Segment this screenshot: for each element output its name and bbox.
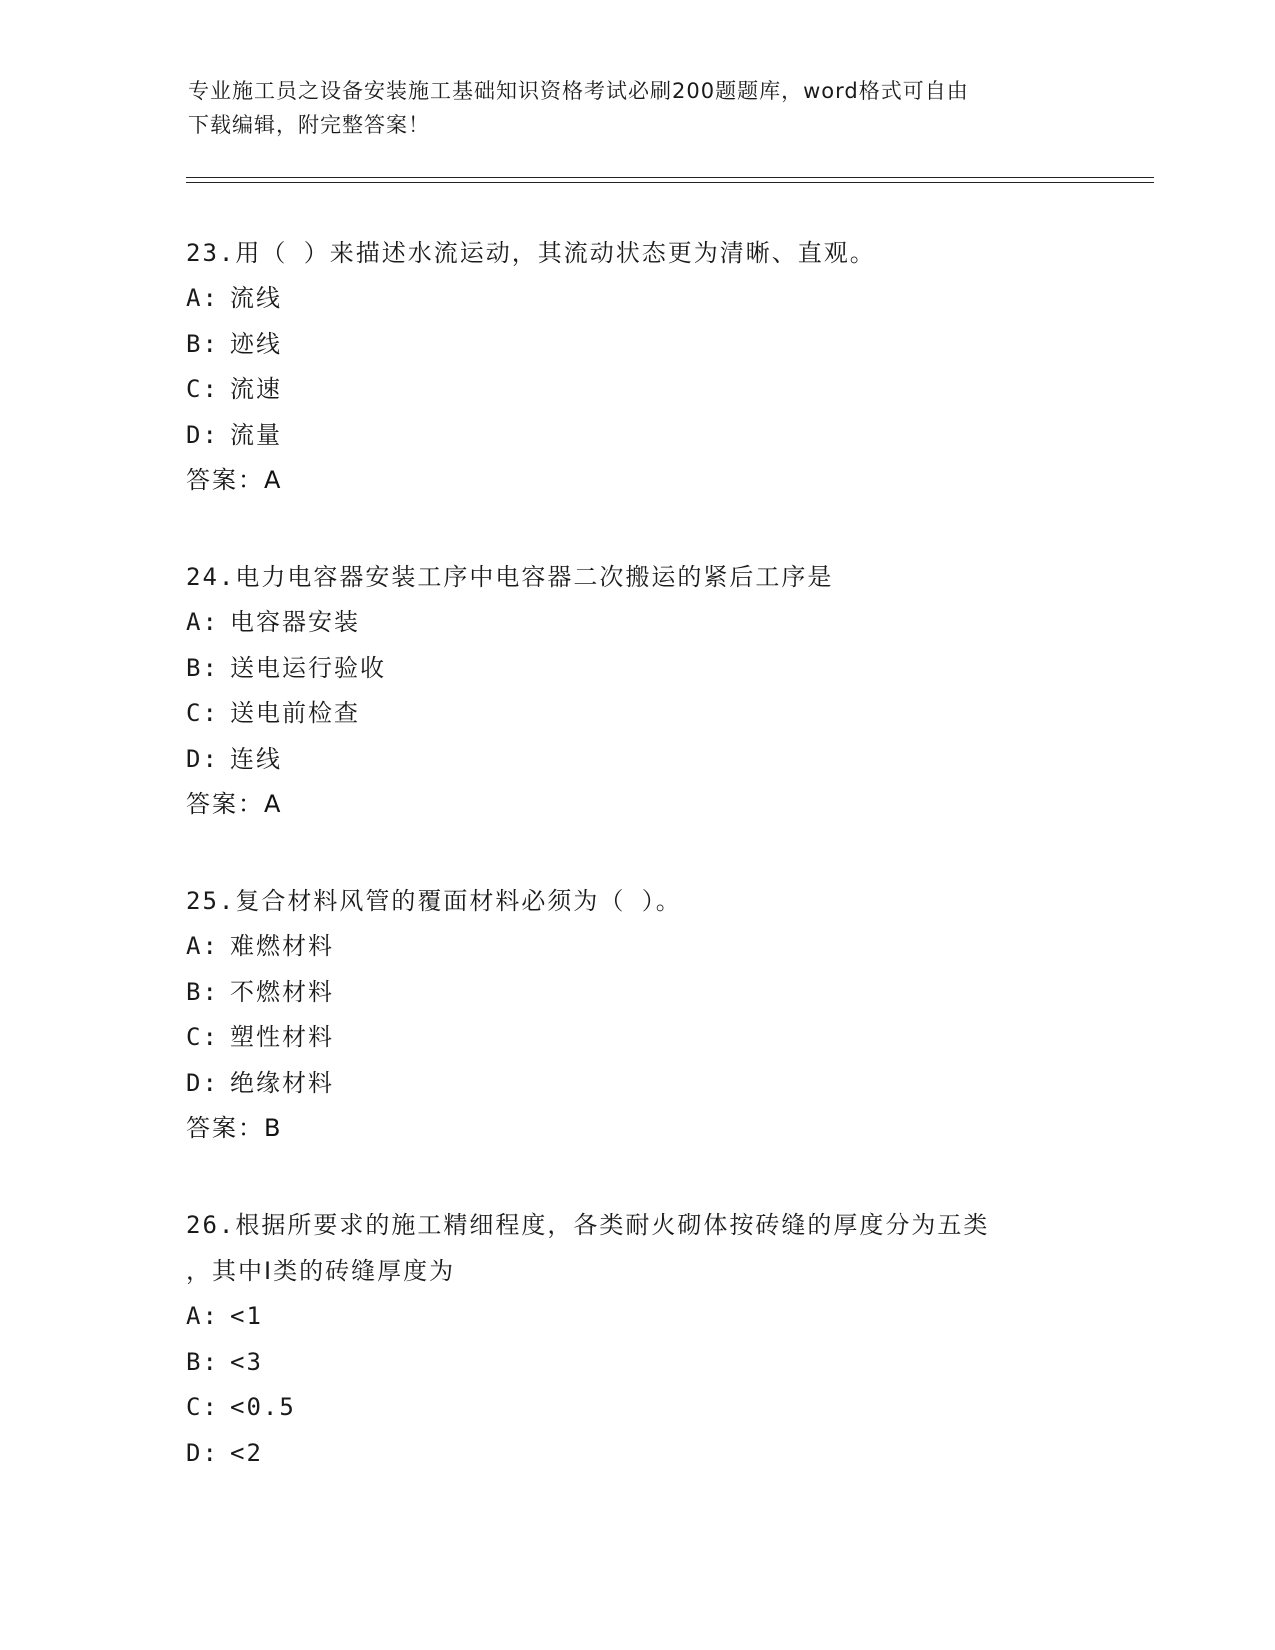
option-letter: C:	[186, 375, 219, 403]
option-b	[186, 970, 1086, 1016]
question-stem: 25.复合材料风管的覆面材料必须为（ ）。	[186, 887, 682, 915]
option-text: 流量	[230, 420, 282, 449]
option-text: 送电前检查	[230, 699, 360, 727]
question-26	[186, 1202, 1086, 1476]
option-letter: B:	[186, 329, 219, 358]
option-text: 塑性材料	[230, 1023, 334, 1051]
option-a	[186, 276, 1086, 322]
question-list	[186, 230, 1086, 1528]
option-text: 迹线	[230, 329, 282, 358]
option-letter: C:	[186, 699, 219, 727]
option-b	[186, 646, 1086, 692]
answer-line: 答案：A	[186, 466, 283, 494]
option-text: <1	[230, 1302, 263, 1330]
question-stem: 24.电力电容器安装工序中电容器二次搬运的紧后工序是	[186, 563, 834, 591]
question-stem-continued: ，其中Ⅰ类的砖缝厚度为	[186, 1257, 456, 1285]
option-d	[186, 737, 1086, 783]
question-stem: 23.用（ ）来描述水流运动，其流动状态更为清晰、直观。	[186, 239, 876, 267]
option-letter: D:	[186, 744, 219, 773]
option-a	[186, 1294, 1086, 1340]
option-text: 难燃材料	[230, 932, 334, 960]
option-text: 绝缘材料	[230, 1068, 334, 1097]
question-24	[186, 554, 1086, 826]
option-letter: D:	[186, 420, 219, 449]
header-line-1: 专业施工员之设备安装施工基础知识资格考试必刷200题题库，word格式可自由	[188, 79, 969, 103]
option-letter: B:	[186, 653, 219, 682]
option-letter: A:	[186, 1302, 219, 1330]
option-letter: D:	[186, 1438, 219, 1467]
question-25	[186, 878, 1086, 1150]
header-line-2: 下载编辑，附完整答案！	[188, 113, 430, 137]
option-text: <2	[230, 1438, 263, 1467]
option-d	[186, 413, 1086, 459]
option-letter: C:	[186, 1393, 219, 1421]
option-c	[186, 1385, 1086, 1431]
option-d	[186, 1061, 1086, 1107]
option-c	[186, 691, 1086, 737]
option-letter: C:	[186, 1023, 219, 1051]
option-text: 连线	[230, 744, 282, 773]
option-text: 送电运行验收	[230, 653, 386, 682]
option-text: 不燃材料	[230, 977, 334, 1006]
question-stem: 26.根据所要求的施工精细程度，各类耐火砌体按砖缝的厚度分为五类	[186, 1211, 990, 1239]
document-header	[188, 74, 1088, 142]
option-letter: A:	[186, 608, 219, 636]
answer-line: 答案：A	[186, 790, 283, 818]
header-divider-bottom	[186, 182, 1154, 183]
option-text: 流线	[230, 284, 282, 312]
option-letter: A:	[186, 284, 219, 312]
option-text: 流速	[230, 375, 282, 403]
option-text: <3	[230, 1347, 263, 1376]
answer-line: 答案：B	[186, 1114, 283, 1142]
option-letter: A:	[186, 932, 219, 960]
option-letter: B:	[186, 977, 219, 1006]
option-b	[186, 1340, 1086, 1386]
option-a	[186, 924, 1086, 970]
option-text: <0.5	[230, 1393, 296, 1421]
option-c	[186, 1015, 1086, 1061]
option-letter: B:	[186, 1347, 219, 1376]
option-d	[186, 1431, 1086, 1477]
header-divider-top	[186, 177, 1154, 178]
option-a	[186, 600, 1086, 646]
option-text: 电容器安装	[230, 608, 360, 636]
option-c	[186, 367, 1086, 413]
option-b	[186, 322, 1086, 368]
question-23	[186, 230, 1086, 502]
option-letter: D:	[186, 1068, 219, 1097]
